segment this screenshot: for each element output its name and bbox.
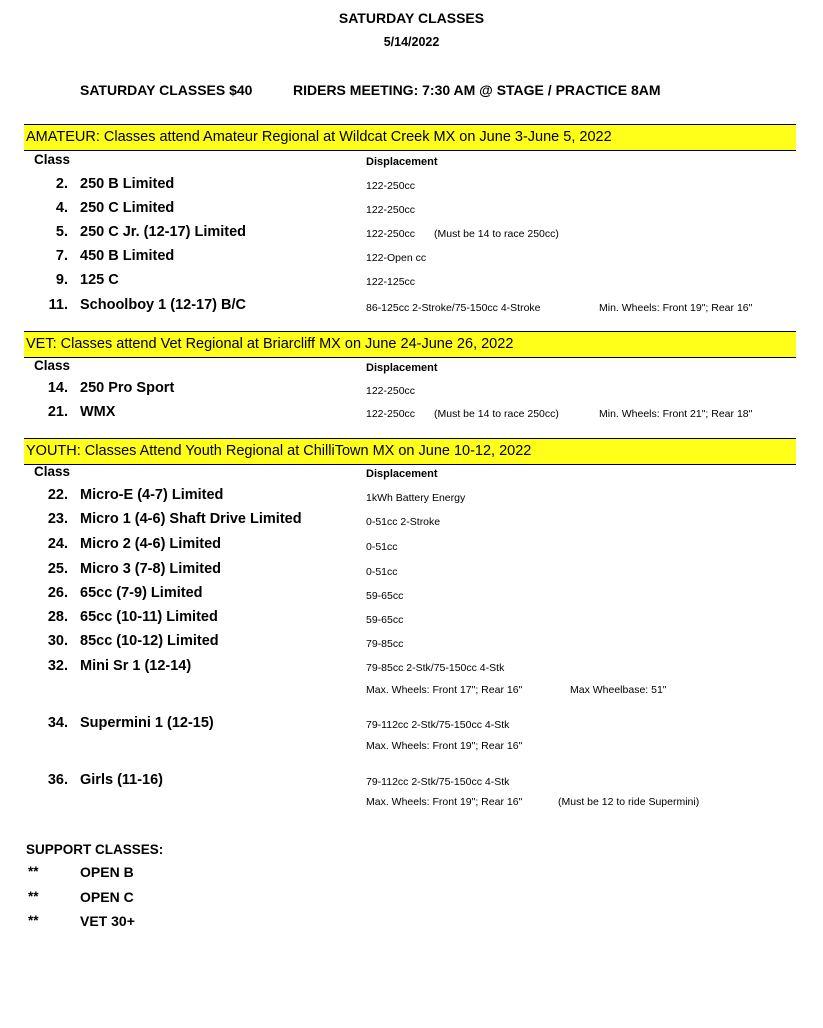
class-wheelbase-note: Max Wheelbase: 51" xyxy=(570,684,667,696)
support-class-name: OPEN C xyxy=(80,889,134,905)
class-displacement: 122-250cc xyxy=(366,385,416,397)
class-displacement: 122-Open cc xyxy=(366,252,427,264)
class-number: 22. xyxy=(47,487,68,503)
class-displacement: 122-250cc xyxy=(366,180,416,192)
class-name: Micro 1 (4-6) Shaft Drive Limited xyxy=(80,511,302,527)
class-name: 85cc (10-12) Limited xyxy=(80,633,219,649)
class-name: WMX xyxy=(80,404,116,420)
class-number: 5. xyxy=(55,224,68,240)
class-number: 14. xyxy=(47,380,68,396)
class-displacement: 122-250cc xyxy=(366,204,416,216)
section-banner: YOUTH: Classes Attend Youth Regional at ChilliTown MX on June 10-12, 2022 xyxy=(24,439,796,464)
class-name: 250 B Limited xyxy=(80,176,175,192)
class-displacement: 59-65cc xyxy=(366,590,404,602)
class-displacement: 122-250cc xyxy=(366,408,416,420)
class-name: 450 B Limited xyxy=(80,248,175,264)
class-name: Supermini 1 (12-15) xyxy=(80,715,214,731)
page-title: SATURDAY CLASSES xyxy=(338,10,485,26)
class-wheel-note: Max. Wheels: Front 19"; Rear 16" xyxy=(366,740,523,752)
class-displacement: 122-125cc xyxy=(366,276,416,288)
class-name: 65cc (7-9) Limited xyxy=(80,585,203,601)
class-number: 7. xyxy=(55,248,68,264)
class-displacement: 79-85cc 2-Stk/75-150cc 4-Stk xyxy=(366,662,505,674)
class-number: 4. xyxy=(55,200,68,216)
class-displacement: 122-250cc xyxy=(366,228,416,240)
class-number: 21. xyxy=(47,404,68,420)
riders-meeting-info: RIDERS MEETING: 7:30 AM @ STAGE / PRACTICE 8AM xyxy=(293,82,661,98)
section-banner: AMATEUR: Classes attend Amateur Regional at Wildcat Creek MX on June 3-June 5, 2022 xyxy=(24,125,796,150)
class-note: (Must be 14 to race 250cc) xyxy=(434,228,559,240)
price-info: SATURDAY CLASSES $40 xyxy=(80,82,253,98)
class-number: 36. xyxy=(47,772,68,788)
class-displacement: 0-51cc xyxy=(366,541,398,553)
class-name: 250 C Limited xyxy=(80,200,175,216)
class-column-header: Class xyxy=(34,152,71,167)
class-displacement: 86-125cc 2-Stroke/75-150cc 4-Stroke xyxy=(366,302,541,314)
divider xyxy=(24,150,796,151)
support-title: SUPPORT CLASSES: xyxy=(26,842,164,857)
divider xyxy=(24,464,796,465)
displacement-column-header: Displacement xyxy=(366,362,438,374)
class-name: Micro 2 (4-6) Limited xyxy=(80,536,221,552)
class-number: 23. xyxy=(47,511,68,527)
class-number: 30. xyxy=(47,633,68,649)
class-name: Micro 3 (7-8) Limited xyxy=(80,561,221,577)
class-displacement: 79-112cc 2-Stk/75-150cc 4-Stk xyxy=(366,776,510,788)
class-name: 125 C xyxy=(80,272,119,288)
class-name: Girls (11-16) xyxy=(80,772,164,788)
class-wheel-note: Max. Wheels: Front 17"; Rear 16" xyxy=(366,684,523,696)
class-name: Schoolboy 1 (12-17) B/C xyxy=(80,297,246,313)
class-number: 32. xyxy=(47,658,68,674)
class-number: 28. xyxy=(47,609,68,625)
class-name: Micro-E (4-7) Limited xyxy=(80,487,224,503)
class-number: 9. xyxy=(55,272,68,288)
section-banner: VET: Classes attend Vet Regional at Briarcliff MX on June 24-June 26, 2022 xyxy=(24,332,796,357)
support-class-name: VET 30+ xyxy=(80,913,135,929)
class-age-note: (Must be 12 to ride Supermini) xyxy=(558,796,700,808)
class-wheel-note: Min. Wheels: Front 21"; Rear 18" xyxy=(599,408,753,420)
class-displacement: 0-51cc 2-Stroke xyxy=(366,516,441,528)
class-number: 25. xyxy=(47,561,68,577)
class-wheel-note: Max. Wheels: Front 19"; Rear 16" xyxy=(366,796,523,808)
class-name: 65cc (10-11) Limited xyxy=(80,609,218,625)
support-class-name: OPEN B xyxy=(80,864,134,880)
divider xyxy=(24,357,796,358)
displacement-column-header: Displacement xyxy=(366,468,438,480)
class-name: 250 Pro Sport xyxy=(80,380,175,396)
class-note: Min. Wheels: Front 19"; Rear 16" xyxy=(599,302,753,314)
class-name: Mini Sr 1 (12-14) xyxy=(80,658,192,674)
class-displacement: 79-85cc xyxy=(366,638,404,650)
class-displacement: 59-65cc xyxy=(366,614,404,626)
class-note: (Must be 14 to race 250cc) xyxy=(434,408,559,420)
class-column-header: Class xyxy=(34,464,71,479)
class-number: 2. xyxy=(55,176,68,192)
class-displacement: 79-112cc 2-Stk/75-150cc 4-Stk xyxy=(366,719,510,731)
class-number: 34. xyxy=(47,715,68,731)
displacement-column-header: Displacement xyxy=(366,156,438,168)
class-name: 250 C Jr. (12-17) Limited xyxy=(80,224,247,240)
class-number: 26. xyxy=(47,585,68,601)
class-displacement: 1kWh Battery Energy xyxy=(366,492,466,504)
class-number: 11. xyxy=(48,297,68,313)
support-marker: ** xyxy=(28,913,39,928)
event-date: 5/14/2022 xyxy=(383,35,440,49)
support-marker: ** xyxy=(28,864,39,879)
support-marker: ** xyxy=(28,889,39,904)
class-displacement: 0-51cc xyxy=(366,566,398,578)
class-number: 24. xyxy=(47,536,68,552)
class-column-header: Class xyxy=(34,358,71,373)
